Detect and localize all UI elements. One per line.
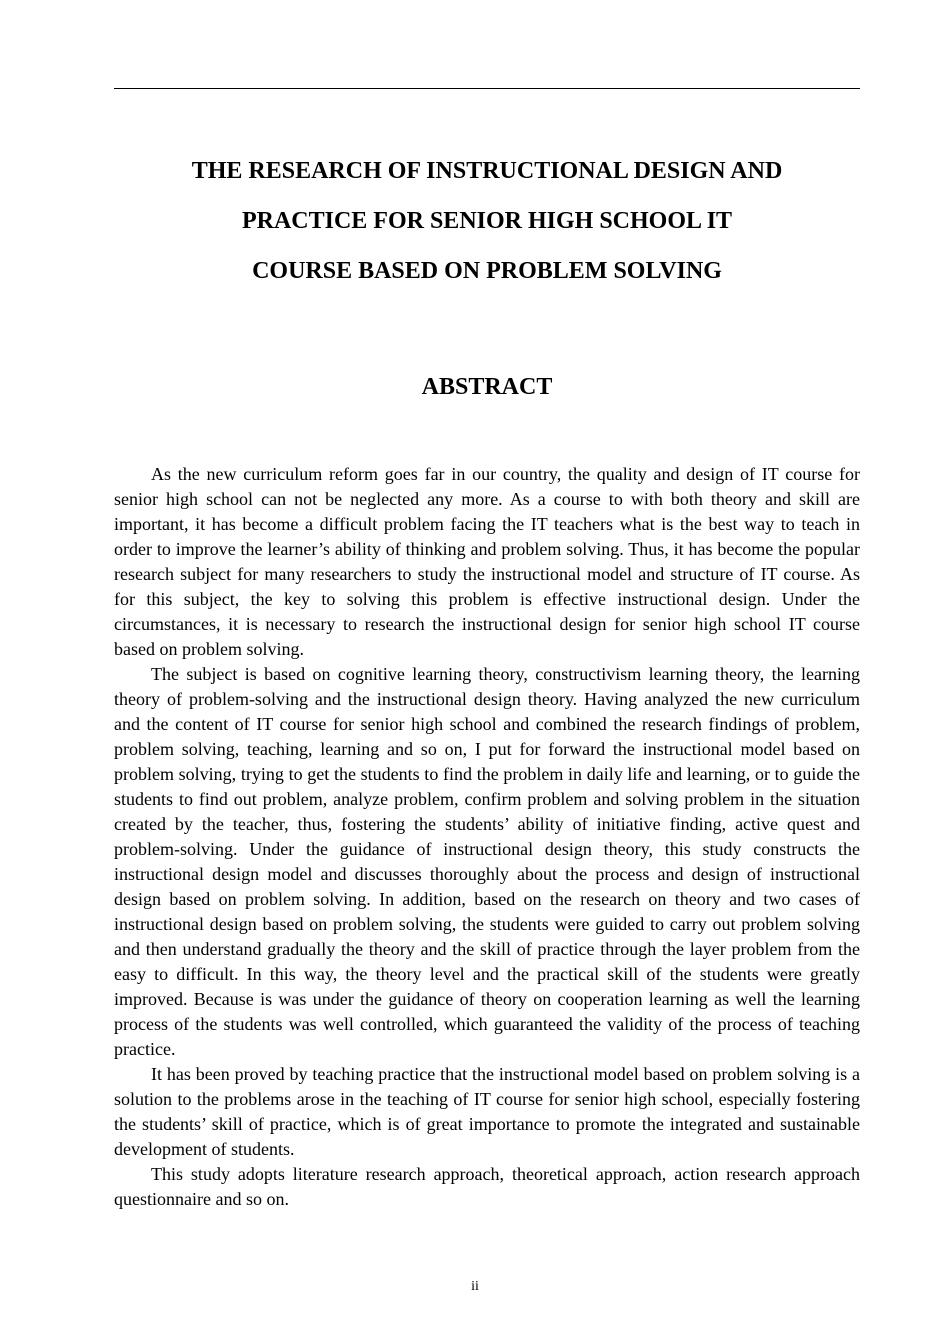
abstract-paragraph-1: As the new curriculum reform goes far in our country, the quality and design of IT course for senior high school can not be neglected any more. As a course to with both theory and skill are important, it has become a difficult problem facing the IT teachers what is the best way to teach in order to improve the learner’s ability of thinking and problem solving. Thus, it has become the popular research subject for many researchers to study the instructional model and structure of IT course. As for this subject, the key to solving this problem is effective instructional design. Under the circumstances, it is necessary to research the instructional design for senior high school IT course based on problem solving. xyxy=(114,464,860,659)
abstract-paragraph-2: The subject is based on cognitive learning theory, constructivism learning theory, the learning theory of problem-solving and the instructional design theory. Having analyzed the new curriculum and the content of IT course for senior high school and combined the research findings of problem, problem solving, teaching, learning and so on, I put for forward the instructional model based on problem solving, trying to get the students to find the problem in daily life and learning, or to guide the students to find out problem, analyze problem, confirm problem and solving problem in the situation created by the teacher, thus, fostering the students’ ability of initiative finding, active quest and problem-solving. Under the guidance of instructional design theory, this study constructs the instructional design model and discusses thoroughly about the process and design of instructional design based on problem solving. In addition, based on the research on theory and two cases of instructional design based on problem solving, the students were guided to carry out problem solving and then understand gradually the theory and the skill of practice through the layer problem from the easy to difficult. In this way, the theory level and the practical skill of the students were greatly improved. Because is was under the guidance of theory on cooperation learning as well the learning process of the students was well controlled, which guaranteed the validity of the process of teaching practice. xyxy=(114,664,860,1059)
page-number: ii xyxy=(471,1279,479,1294)
title-line-3: COURSE BASED ON PROBLEM SOLVING xyxy=(252,258,722,284)
header-rule xyxy=(114,88,860,89)
document-title xyxy=(114,146,860,296)
title-line-2: PRACTICE FOR SENIOR HIGH SCHOOL IT xyxy=(241,208,733,234)
abstract-paragraph-3: It has been proved by teaching practice that the instructional model based on problem solving is a solution to the problems arose in the teaching of IT course for senior high school, especially fostering the students’ skill of practice, which is of great importance to promote the integrated and sustainable development of students. xyxy=(114,1064,860,1159)
title-line-1: THE RESEARCH OF INSTRUCTIONAL DESIGN AND xyxy=(191,158,783,184)
abstract-paragraph-4: This study adopts literature research approach, theoretical approach, action research approach questionnaire and so on. xyxy=(114,1164,860,1209)
abstract-body xyxy=(114,462,860,1212)
abstract-heading: ABSTRACT xyxy=(421,374,553,400)
